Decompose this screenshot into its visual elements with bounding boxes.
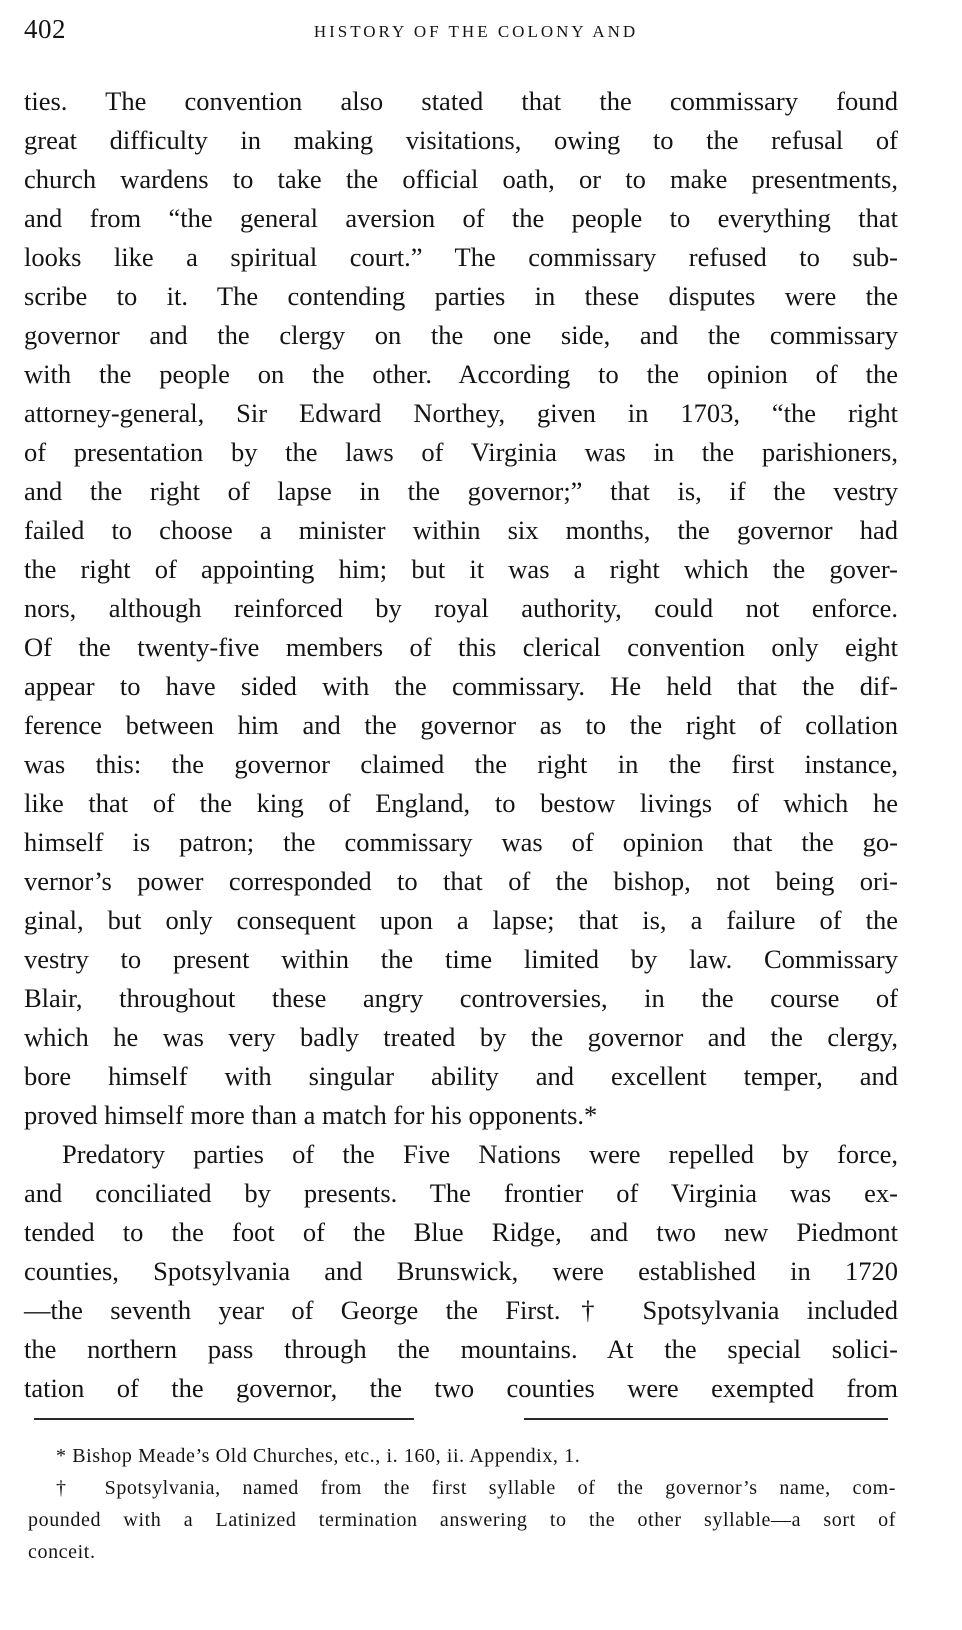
text-line: failed to choose a minister within six months, the governor had: [24, 515, 898, 545]
footnote-divider: [34, 1418, 888, 1420]
text-line: Of the twenty-five members of this clerical convention only eight: [24, 632, 898, 662]
text-line: with the people on the other. According to the opinion of the: [24, 359, 898, 389]
text-line: scribe to it. The contending parties in these disputes were the: [24, 281, 898, 311]
text-line: governor and the clergy on the one side, and the commissary: [24, 320, 898, 350]
text-line: bore himself with singular ability and excellent temper, and: [24, 1061, 898, 1091]
text-line: vestry to present within the time limited by law. Commissary: [24, 944, 898, 974]
footnote-line: † Spotsylvania, named from the first syllable of the governor’s name, com-: [56, 1477, 896, 1499]
text-line: appear to have sided with the commissary. He held that the dif-: [24, 671, 898, 701]
page-number: 402: [24, 14, 66, 44]
text-line: church wardens to take the official oath, or to make presentments,: [24, 164, 898, 194]
body-text: [24, 82, 898, 1408]
text-line: ference between him and the governor as to the right of collation: [24, 710, 898, 740]
text-line: himself is patron; the commissary was of opinion that the go-: [24, 827, 898, 857]
text-line: the right of appointing him; but it was a right which the gover-: [24, 554, 898, 584]
footnote-line: conceit.: [28, 1541, 96, 1563]
footnote-line: * Bishop Meade’s Old Churches, etc., i. 160, ii. Appendix, 1.: [56, 1445, 581, 1467]
text-line: tended to the foot of the Blue Ridge, and two new Piedmont: [24, 1217, 898, 1247]
text-line: looks like a spiritual court.” The commissary refused to sub-: [24, 242, 898, 272]
text-line: ginal, but only consequent upon a lapse; that is, a failure of the: [24, 905, 898, 935]
text-line: the northern pass through the mountains. At the special solici-: [24, 1334, 898, 1364]
text-line: great difficulty in making visitations, owing to the refusal of: [24, 125, 898, 155]
text-line: attorney-general, Sir Edward Northey, given in 1703, “the right: [24, 398, 898, 428]
text-line: like that of the king of England, to bestow livings of which he: [24, 788, 898, 818]
text-line: vernor’s power corresponded to that of the bishop, not being ori-: [24, 866, 898, 896]
text-line: ties. The convention also stated that the commissary found: [24, 86, 898, 116]
text-line: nors, although reinforced by royal authority, could not enforce.: [24, 593, 898, 623]
text-line: —the seventh year of George the First.† Spotsylvania included: [24, 1295, 898, 1325]
running-head: [24, 14, 898, 50]
text-line: which he was very badly treated by the governor and the clergy,: [24, 1022, 898, 1052]
text-line: and the right of lapse in the governor;” that is, if the vestry: [24, 476, 898, 506]
text-line: Predatory parties of the Five Nations were repelled by force,: [62, 1139, 898, 1169]
footnote-line: pounded with a Latinized termination answering to the other syllable—a sort of: [28, 1509, 896, 1531]
running-title: HISTORY OF THE COLONY AND: [313, 22, 639, 41]
text-line: of presentation by the laws of Virginia was in the parishioners,: [24, 437, 898, 467]
text-line: and from “the general aversion of the people to everything that: [24, 203, 898, 233]
footnotes: [28, 1440, 896, 1568]
text-line: Blair, throughout these angry controversies, in the course of: [24, 983, 898, 1013]
text-line: counties, Spotsylvania and Brunswick, were established in 1720: [24, 1256, 898, 1286]
text-line: and conciliated by presents. The frontier of Virginia was ex-: [24, 1178, 898, 1208]
text-line: tation of the governor, the two counties were exempted from: [24, 1373, 898, 1403]
footnote-divider-gap: [414, 1418, 524, 1420]
text-line: was this: the governor claimed the right in the first instance,: [24, 749, 898, 779]
text-line: proved himself more than a match for his opponents.*: [24, 1100, 598, 1130]
